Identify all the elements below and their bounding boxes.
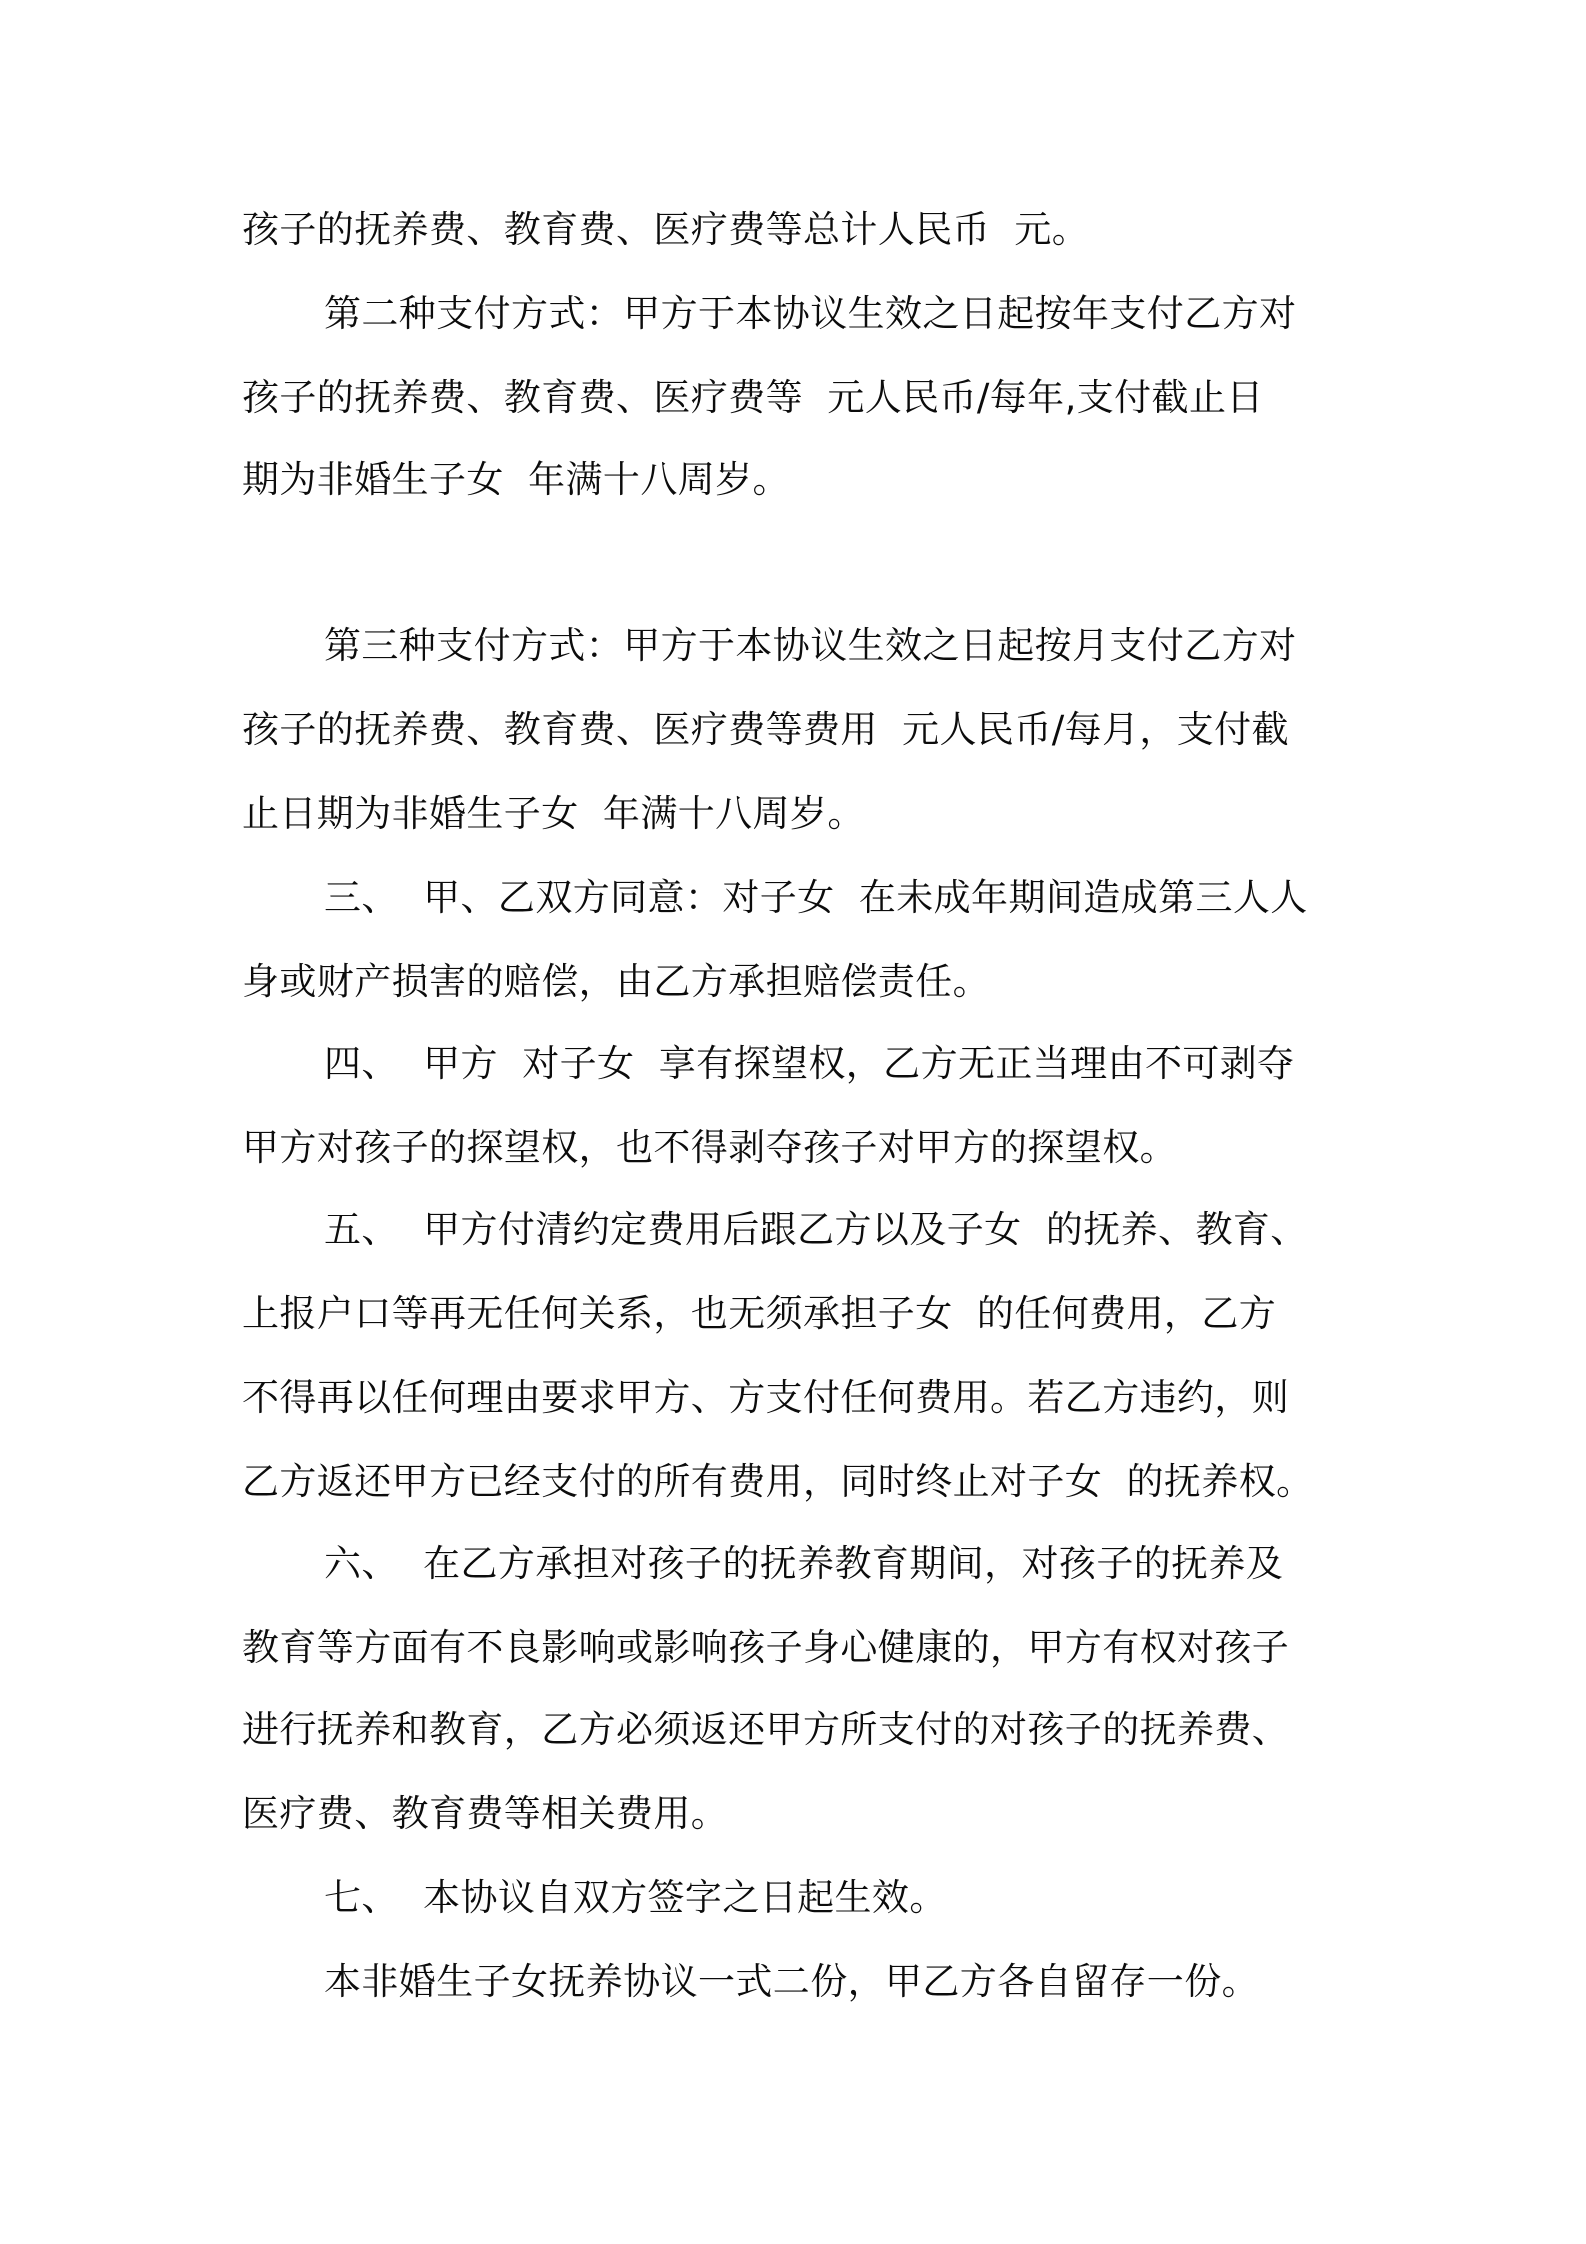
text-line: 甲方对孩子的探望权，也不得剥夺孩子对甲方的探望权。 (242, 1126, 1177, 1169)
text-line: 乙方返还甲方已经支付的所有费用，同时终止对子女 的抚养权。 (242, 1460, 1314, 1503)
text-line: 不得再以任何理由要求甲方、方支付任何费用。若乙方违约，则 (242, 1376, 1290, 1419)
text-line: 孩子的抚养费、教育费、医疗费等费用 元人民币/每月，支付截 (242, 708, 1289, 751)
text-line: 本非婚生子女抚养协议一式二份，甲乙方各自留存一份。 (324, 1960, 1259, 2003)
text-line: 七、 本协议自双方签字之日起生效。 (324, 1876, 947, 1919)
text-line: 期为非婚生子女 年满十八周岁。 (242, 458, 790, 501)
text-line: 医疗费、教育费等相关费用。 (242, 1792, 729, 1835)
text-line: 六、 在乙方承担对孩子的抚养教育期间，对孩子的抚养及 (324, 1542, 1284, 1585)
text-line: 三、 甲、乙双方同意：对子女 在未成年期间造成第三人人 (324, 876, 1308, 919)
text-line: 第二种支付方式：甲方于本协议生效之日起按年支付乙方对 (324, 292, 1297, 335)
text-line: 止日期为非婚生子女 年满十八周岁。 (242, 792, 865, 835)
text-line: 孩子的抚养费、教育费、医疗费等总计人民币 元。 (242, 208, 1090, 251)
text-line: 四、 甲方 对子女 享有探望权，乙方无正当理由不可剥夺 (324, 1042, 1295, 1085)
text-line: 教育等方面有不良影响或影响孩子身心健康的，甲方有权对孩子 (242, 1626, 1290, 1669)
text-line: 身或财产损害的赔偿，由乙方承担赔偿责任。 (242, 960, 990, 1003)
text-line: 五、 甲方付清约定费用后跟乙方以及子女 的抚养、教育、 (324, 1208, 1308, 1251)
text-line: 孩子的抚养费、教育费、医疗费等 元人民币/每年,支付截止日 (242, 376, 1264, 419)
text-line: 进行抚养和教育，乙方必须返还甲方所支付的对孩子的抚养费、 (242, 1708, 1290, 1751)
text-line: 上报户口等再无任何关系，也无须承担子女 的任何费用，乙方 (242, 1292, 1277, 1335)
text-line: 第三种支付方式：甲方于本协议生效之日起按月支付乙方对 (324, 624, 1297, 667)
